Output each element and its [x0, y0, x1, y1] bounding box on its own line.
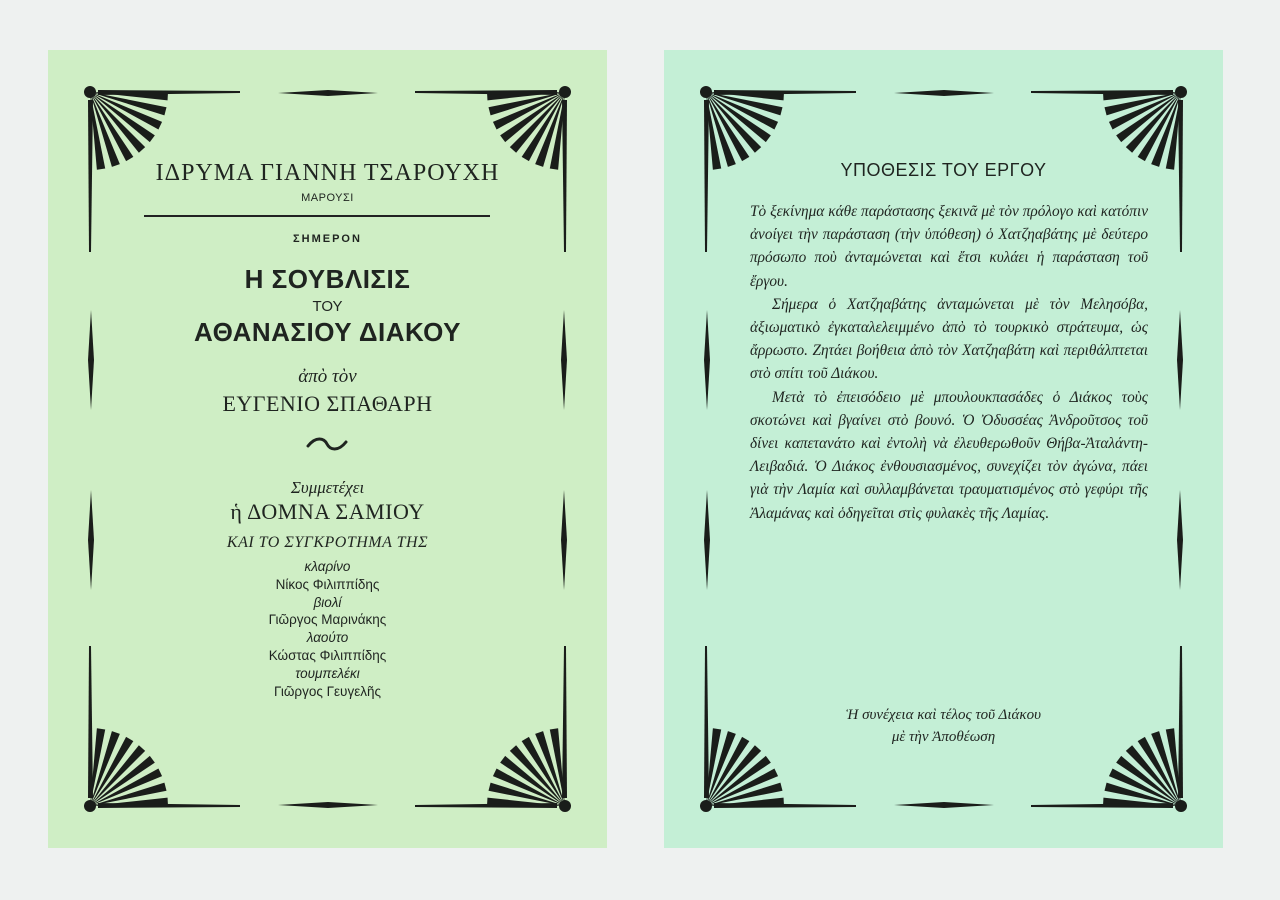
by-label: ἀπὸ τὸν [298, 366, 357, 387]
program-front-page [48, 50, 607, 848]
instrument-label: λαούτο [306, 630, 349, 646]
program-back-page [664, 50, 1223, 848]
play-title-line2: ΤΟΥ [312, 298, 343, 315]
synopsis-paragraph: Σήμερα ὁ Χατζηαβάτης ἀνταμώνεται μὲ τὸν Μελησόβα, ἀξιωματικὸ ἐγκαταλελειμμένο ἀπὸ τὸ τουρκικὸ στράτευμα, ὡς ἄρρωστο. Ζητάει βοήθεια ἀπὸ τὸν Χατζηαβάτη καὶ περιθάλπτεται στὸ σπίτι τοῦ Διάκου. [750, 295, 1148, 383]
today-label: ΣΗΜΕΡΟΝ [293, 233, 362, 245]
synopsis-paragraph: Τὸ ξεκίνημα κάθε παράστασης ξεκινᾶ μὲ τὸν πρόλογο καὶ κατόπιν ἀνοίγει τὴν παράσταση (τὴν ὑπόθεση) ὁ Χατζηαβάτης μὲ δεύτερο πρόσωπο ποὺ ἀνταμώνεται καὶ ἔτσι κυλάει ἡ παράσταση τοῦ ἔργου. [750, 203, 1148, 290]
performer-name: ἡ ΔΟΜΝΑ ΣΑΜΙΟΥ [230, 499, 425, 524]
closing-note [664, 704, 1223, 748]
participates-label: Συμμετέχει [290, 478, 365, 497]
ensemble-label: ΚΑΙ ΤΟ ΣΥΓΚΡΟΤΗΜΑ ΤΗΣ [226, 534, 429, 551]
musician-name: Κώστας Φιλιππίδης [268, 647, 387, 663]
musician-name: Γιῶργος Μαρινάκης [268, 612, 387, 628]
musician-name: Γιῶργος Γευγελῆς [274, 683, 381, 699]
divider-rule [144, 215, 490, 217]
play-title-line3: ΑΘΑΝΑΣΙΟΥ ΔΙΑΚΟΥ [194, 317, 461, 347]
location-label: ΜΑΡΟΥΣΙ [301, 192, 354, 204]
play-title-line1: Η ΣΟΥΒΛΙΣΙΣ [244, 264, 411, 294]
swash-ornament-icon [306, 434, 348, 454]
foundation-name: ΙΔΡΥΜΑ ΓΙΑΝΝΗ ΤΣΑΡΟΥΧΗ [155, 160, 500, 186]
synopsis-paragraph: Μετὰ τὸ ἐπεισόδειο μὲ μπουλουκπασάδες ὁ Διάκος τοὺς σκοτώνει καὶ βγαίνει στὸ βουνό. Ὁ Ὀδυσσέας Ἀνδροῦτσος τοῦ δίνει καπετανάτο καὶ ἐντολὴ νὰ ἐλευθερωθοῦν Θήβα-Ἀταλάντη-Λειβαδιά. Ὁ Διάκος ἐνθουσιασμένος, συνεχίζει τὸν ἀγώνα, πάει γιὰ τὴν Λαμία καὶ συλλαμβάνεται τραυματισμένος στὸ γεφύρι τῆς Ἀλαμάνας καὶ ὁδηγεῖται στὶς φυλακὲς τῆς Λαμίας. [750, 388, 1148, 522]
synopsis-title: ΥΠΟΘΕΣΙΣ ΤΟΥ ΕΡΓΟΥ [840, 160, 1047, 180]
closing-line: Ἡ συνέχεια καὶ τέλος τοῦ Διάκου [846, 707, 1041, 723]
musicians-list [48, 558, 607, 700]
instrument-label: κλαρίνο [304, 559, 351, 574]
musician-name: Νίκος Φιλιππίδης [275, 576, 380, 592]
author-name: ΕΥΓΕΝΙΟ ΣΠΑΘΑΡΗ [222, 391, 433, 416]
synopsis-body [750, 200, 1148, 525]
instrument-label: τουμπελέκι [295, 665, 360, 681]
instrument-label: βιολί [313, 594, 342, 610]
closing-line: μὲ τὴν Ἀποθέωση [891, 729, 996, 745]
